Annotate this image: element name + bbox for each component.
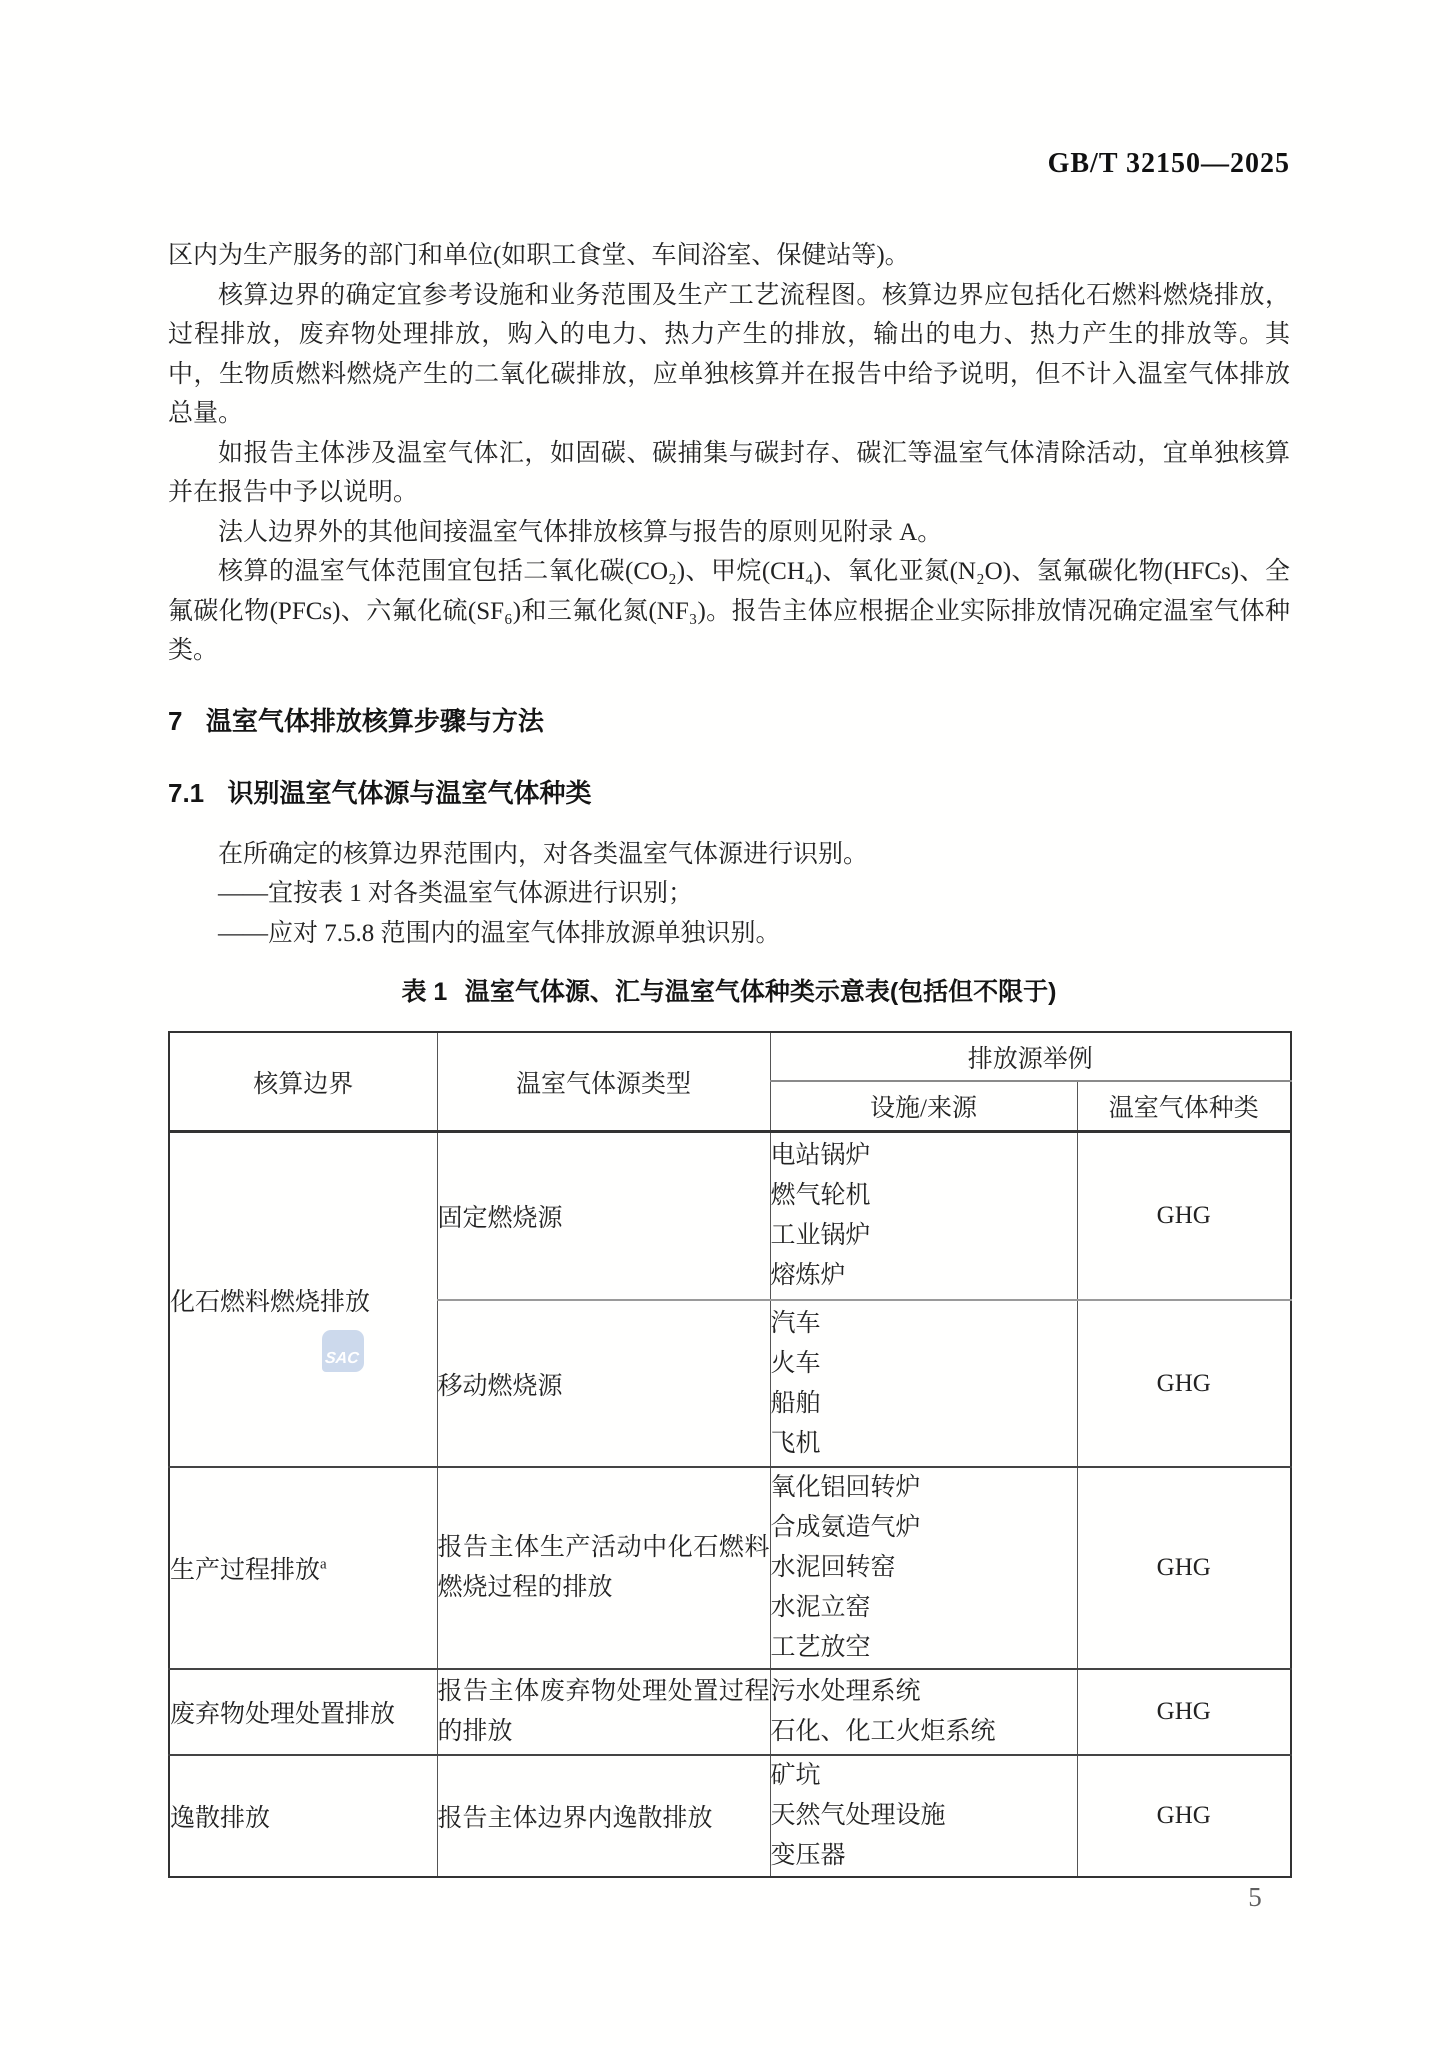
ghg-sources-table xyxy=(168,1031,1292,1878)
cell-boundary-fossil-fuel: 化石燃料燃烧排放 xyxy=(169,1132,437,1468)
table-1-caption xyxy=(168,977,1290,1007)
page-number: 5 xyxy=(1248,1882,1262,1912)
section-7-1-number: 7.1 xyxy=(168,777,205,808)
facility-item: 污水处理系统 xyxy=(770,1678,921,1705)
cell-facilities-stationary xyxy=(770,1132,1077,1301)
facility-item: 飞机 xyxy=(770,1429,821,1457)
cell-boundary-process xyxy=(169,1467,437,1669)
paragraph-identification-intro: 在所确定的核算边界范围内，对各类温室气体源进行识别。 xyxy=(218,840,869,868)
cell-facilities-waste xyxy=(770,1669,1077,1755)
facility-item: 工业锅炉 xyxy=(770,1222,871,1249)
table-1-caption-text: 温室气体源、汇与温室气体种类示意表(包括但不限于) xyxy=(464,978,1057,1006)
paragraph-boundary-determination: 核算边界的确定宜参考设施和业务范围及生产工艺流程图。核算边界应包括化石燃料燃烧排放，过程排放，废弃物处理排放，购入的电力、热力产生的排放，输出的电力、热力产生的排放等。其中，生物质燃料燃烧产生的二氧化碳排放，应单独核算并在报告中给予说明，但不计入温室气体排放总量。 xyxy=(168,281,1290,427)
cell-ghg-fugitive: GHG xyxy=(1077,1755,1291,1877)
cell-boundary-waste: 废弃物处理处置排放 xyxy=(169,1669,437,1755)
cell-facilities-process xyxy=(770,1467,1077,1669)
header-boundary: 核算边界 xyxy=(169,1032,437,1132)
cell-type-fugitive: 报告主体边界内逸散排放 xyxy=(437,1755,770,1877)
cell-facilities-mobile xyxy=(770,1300,1077,1467)
table-header-row-1 xyxy=(169,1032,1291,1081)
facility-item: 矿坑 xyxy=(770,1762,821,1789)
cell-type-process: 报告主体生产活动中化石燃料燃烧过程的排放 xyxy=(437,1467,770,1669)
sac-watermark-logo xyxy=(322,1330,364,1372)
section-7-1-title: 识别温室气体源与温室气体种类 xyxy=(227,777,592,808)
header-ghg-type: 温室气体种类 xyxy=(1077,1081,1291,1132)
cell-boundary-fugitive: 逸散排放 xyxy=(169,1755,437,1877)
facility-item: 电站锅炉 xyxy=(770,1142,871,1169)
table-1-caption-label: 表 1 xyxy=(401,978,448,1006)
cell-facilities-fugitive xyxy=(770,1755,1077,1877)
facility-item: 石化、化工火炬系统 xyxy=(770,1718,996,1745)
page-content xyxy=(168,0,1290,1878)
facility-item: 水泥立窑 xyxy=(770,1594,871,1621)
paragraph-ghg-sinks: 如报告主体涉及温室气体汇，如固碳、碳捕集与碳封存、碳汇等温室气体清除活动，宜单独核算并在报告中予以说明。 xyxy=(168,439,1290,506)
table-row-fugitive-emissions xyxy=(169,1755,1291,1877)
cell-ghg-process: GHG xyxy=(1077,1467,1291,1669)
dash-item-2: ——应对 7.5.8 范围内的温室气体排放源单独识别。 xyxy=(218,919,781,947)
facility-item: 合成氨造气炉 xyxy=(770,1514,921,1541)
table-row-process-emissions xyxy=(169,1467,1291,1669)
facility-item: 燃气轮机 xyxy=(770,1182,871,1209)
facility-item: 船舶 xyxy=(770,1389,821,1417)
facility-item: 火车 xyxy=(770,1349,821,1377)
cell-ghg-mobile: GHG xyxy=(1077,1300,1291,1467)
facility-item: 汽车 xyxy=(770,1309,821,1337)
paragraph-annex-a-reference: 法人边界外的其他间接温室气体排放核算与报告的原则见附录 A。 xyxy=(218,518,943,546)
header-source-type: 温室气体源类型 xyxy=(437,1032,770,1132)
cell-type-mobile: 移动燃烧源 xyxy=(437,1300,770,1467)
section-7-heading xyxy=(168,705,1290,737)
section-7-1-heading xyxy=(168,777,1290,809)
section-7-title: 温室气体排放核算步骤与方法 xyxy=(205,705,544,736)
footnote-marker-a: a xyxy=(320,1556,327,1573)
table-row-waste-emissions xyxy=(169,1669,1291,1755)
cell-type-waste: 报告主体废弃物处理处置过程的排放 xyxy=(437,1669,770,1755)
facility-item: 变压器 xyxy=(770,1842,846,1869)
header-example-group: 排放源举例 xyxy=(770,1032,1291,1081)
dash-item-1: ——宜按表 1 对各类温室气体源进行识别； xyxy=(218,880,694,907)
paragraph-continuation: 区内为生产服务的部门和单位(如职工食堂、车间浴室、保健站等)。 xyxy=(168,242,910,269)
section-7-number: 7 xyxy=(168,705,183,736)
cell-ghg-waste: GHG xyxy=(1077,1669,1291,1755)
facility-item: 熔炼炉 xyxy=(770,1262,846,1289)
boundary-process-label: 生产过程排放 xyxy=(170,1557,321,1584)
cell-type-stationary: 固定燃烧源 xyxy=(437,1132,770,1301)
paragraph-ghg-scope: 核算的温室气体范围宜包括二氧化碳(CO₂)、甲烷(CH₄)、氧化亚氮(N₂O)、氢氟碳化物(HFCs)、全氟碳化物(PFCs)、六氟化硫(SF₆)和三氟化氮(NF₃)。报告主体应根据企业实际排放情况确定温室气体种类。 xyxy=(168,558,1290,664)
facility-item: 水泥回转窑 xyxy=(770,1554,896,1581)
header-facility: 设施/来源 xyxy=(770,1081,1077,1132)
sac-watermark-text: SAC xyxy=(324,1350,360,1367)
facility-item: 工艺放空 xyxy=(770,1634,871,1661)
cell-ghg-stationary: GHG xyxy=(1077,1132,1291,1301)
table-row-stationary-combustion xyxy=(169,1132,1291,1301)
standard-code-header: GB/T 32150—2025 xyxy=(1047,148,1290,179)
facility-item: 天然气处理设施 xyxy=(770,1802,946,1829)
facility-item: 氧化铝回转炉 xyxy=(770,1474,921,1501)
